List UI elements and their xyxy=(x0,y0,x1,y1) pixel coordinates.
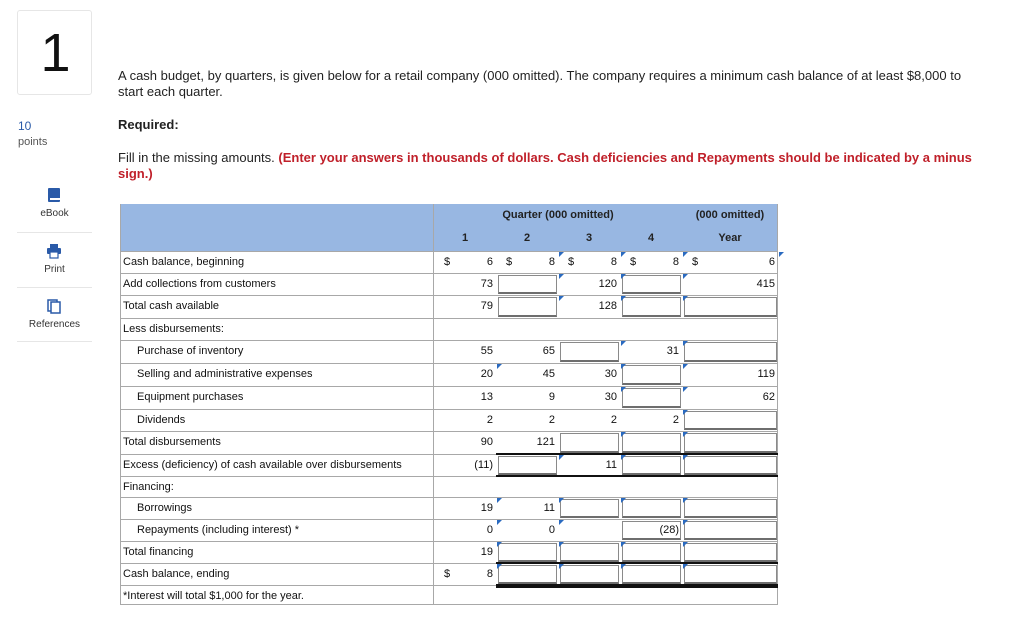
column-divider xyxy=(120,204,121,605)
input-repayments-col5[interactable] xyxy=(684,521,777,540)
total-rule xyxy=(496,453,778,455)
row-divider xyxy=(120,273,778,274)
answer-marker xyxy=(559,520,564,525)
footnote: *Interest will total $1,000 for the year. xyxy=(123,590,304,602)
header-label-area xyxy=(120,204,433,251)
value-equipment-col1: 13 xyxy=(480,391,493,403)
input-purchase-col5[interactable] xyxy=(684,342,777,362)
answer-marker xyxy=(683,410,688,415)
row-label-repayments: Repayments (including interest) * xyxy=(137,524,300,536)
value-purchase-col2: 65 xyxy=(542,345,555,357)
value-equipment-col5: 62 xyxy=(762,391,775,403)
value-borrowings-col1: 19 xyxy=(480,502,493,514)
problem-statement: A cash budget, by quarters, is given below for a retail company (000 omitted). The company requires a minimum cash balance of at least $8,000 to start each quarter. xyxy=(118,68,962,99)
row-divider xyxy=(120,386,778,387)
row-label-purchase: Purchase of inventory xyxy=(137,345,244,357)
input-total-fin-col2[interactable] xyxy=(498,543,557,562)
row-label-dividends: Dividends xyxy=(137,414,186,426)
value-equipment-col2: 9 xyxy=(548,391,555,403)
input-cash-end-col3[interactable] xyxy=(560,565,619,584)
value-total-fin-col1: 19 xyxy=(480,546,493,558)
input-total-disb-col3[interactable] xyxy=(560,433,619,453)
column-header-q3: 3 xyxy=(585,232,593,244)
total-rule xyxy=(496,586,778,588)
references-button[interactable] xyxy=(17,287,92,342)
instructions xyxy=(118,150,978,182)
row-label-cash-begin: Cash balance, beginning xyxy=(123,256,245,268)
answer-marker xyxy=(683,296,688,301)
value-dividends-col4: 2 xyxy=(672,414,679,426)
points-value: 10 xyxy=(18,119,32,133)
value-total-disb-col2: 121 xyxy=(536,436,555,448)
input-equipment-col4[interactable] xyxy=(622,388,681,408)
row-label-financing: Financing: xyxy=(123,481,174,493)
answer-marker xyxy=(621,296,626,301)
value-collections-col5: 415 xyxy=(756,278,775,290)
input-excess-col2[interactable] xyxy=(498,456,557,475)
answer-marker xyxy=(559,274,564,279)
input-excess-col5[interactable] xyxy=(684,456,777,475)
value-collections-col1: 73 xyxy=(480,278,493,290)
value-equipment-col3: 30 xyxy=(604,391,617,403)
row-divider xyxy=(120,295,778,296)
input-borrowings-col5[interactable] xyxy=(684,499,777,518)
answer-marker xyxy=(683,387,688,392)
points-label: points xyxy=(18,136,48,148)
column-header-q4: 4 xyxy=(647,232,655,244)
answer-marker xyxy=(497,564,502,569)
printer-icon xyxy=(46,243,62,259)
value-cash-begin-col3: 8 xyxy=(610,256,617,268)
input-total-disb-col5[interactable] xyxy=(684,433,777,453)
total-rule xyxy=(496,475,778,477)
row-label-borrowings: Borrowings xyxy=(137,502,193,514)
row-divider xyxy=(120,541,778,542)
header-quarter: Quarter (000 omitted) xyxy=(502,209,614,221)
question-number-box xyxy=(17,10,92,95)
answer-marker xyxy=(497,498,502,503)
row-divider xyxy=(120,340,778,341)
answer-marker xyxy=(621,341,626,346)
book-icon xyxy=(46,187,62,203)
question-number: 1 xyxy=(40,23,71,83)
value-repayments-col1: 0 xyxy=(486,524,493,536)
value-dividends-col3: 2 xyxy=(610,414,617,426)
column-header-q1: 1 xyxy=(461,232,469,244)
dollar-sign-begin-col2: $ xyxy=(506,256,513,268)
answer-marker xyxy=(559,455,564,460)
dollar-sign-begin-col3: $ xyxy=(568,256,575,268)
row-divider xyxy=(120,604,778,605)
input-cash-end-col5[interactable] xyxy=(684,565,777,584)
value-excess-col3: 11 xyxy=(605,459,617,471)
answer-marker xyxy=(497,520,502,525)
row-divider xyxy=(120,409,778,410)
answer-marker xyxy=(683,274,688,279)
row-divider xyxy=(120,497,778,498)
value-cash-begin-col4: 8 xyxy=(672,256,679,268)
row-label-less-disb: Less disbursements: xyxy=(123,323,224,335)
answer-marker xyxy=(621,274,626,279)
value-sga-col3: 30 xyxy=(604,368,617,380)
input-purchase-col3[interactable] xyxy=(560,342,619,362)
answer-marker xyxy=(683,341,688,346)
input-cash-end-col4[interactable] xyxy=(622,565,681,584)
answer-marker xyxy=(683,432,688,437)
print-button[interactable] xyxy=(17,232,92,287)
answer-marker xyxy=(621,542,626,547)
answer-marker xyxy=(621,564,626,569)
answer-marker xyxy=(497,364,502,369)
references-icon xyxy=(46,298,62,314)
value-total-disb-col1: 90 xyxy=(480,436,493,448)
value-cash-begin-col5: 6 xyxy=(768,256,775,268)
value-total-available-col3: 128 xyxy=(598,300,617,312)
dollar-sign-begin-col1: $ xyxy=(444,256,451,268)
row-divider xyxy=(120,318,778,319)
input-total-available-col4[interactable] xyxy=(622,297,681,317)
answer-marker xyxy=(621,364,626,369)
input-total-fin-col3[interactable] xyxy=(560,543,619,562)
value-total-available-col1: 79 xyxy=(480,300,493,312)
column-header-q2: 2 xyxy=(523,232,531,244)
row-divider xyxy=(120,363,778,364)
answer-marker xyxy=(559,296,564,301)
value-sga-col5: 119 xyxy=(757,368,775,380)
row-label-total-available: Total cash available xyxy=(123,300,220,312)
total-rule xyxy=(496,562,778,564)
instructions-red: (Enter your answers in thousands of dollars. Cash deficiencies and Repayments should be indicated by a minus sign.) xyxy=(118,150,972,181)
answer-marker xyxy=(683,252,688,257)
header-year-top: (000 omitted) xyxy=(695,209,765,221)
value-collections-col3: 120 xyxy=(598,278,617,290)
value-cash-end-col1: 8 xyxy=(486,568,493,580)
row-divider xyxy=(120,431,778,432)
row-divider xyxy=(120,251,778,252)
answer-marker xyxy=(683,564,688,569)
row-label-equipment: Equipment purchases xyxy=(137,391,244,403)
value-dividends-col2: 2 xyxy=(548,414,555,426)
value-excess-col1: (11) xyxy=(474,459,493,471)
answer-marker xyxy=(621,498,626,503)
answer-marker xyxy=(497,542,502,547)
input-borrowings-col4[interactable] xyxy=(622,499,681,518)
row-divider xyxy=(120,519,778,520)
value-sga-col2: 45 xyxy=(542,368,555,380)
value-purchase-col4: 31 xyxy=(666,345,679,357)
dollar-sign-begin-col5: $ xyxy=(692,256,699,268)
dollar-sign-begin-col4: $ xyxy=(630,256,637,268)
answer-marker xyxy=(683,542,688,547)
input-collections-col2[interactable] xyxy=(498,275,557,294)
ebook-label: eBook xyxy=(40,208,69,219)
row-label-cash-end: Cash balance, ending xyxy=(123,568,230,580)
dollar-sign-end-col1: $ xyxy=(444,568,451,580)
input-total-available-col5[interactable] xyxy=(684,297,777,317)
required-heading: Required: xyxy=(118,117,179,132)
answer-marker xyxy=(779,252,784,257)
answer-marker xyxy=(621,252,626,257)
input-total-available-col2[interactable] xyxy=(498,297,557,317)
input-cash-end-col2[interactable] xyxy=(498,565,557,584)
input-total-fin-col4[interactable] xyxy=(622,543,681,562)
row-label-sga: Selling and administrative expenses xyxy=(137,368,313,380)
input-dividends-col5[interactable] xyxy=(684,411,777,430)
cash-budget-table xyxy=(120,204,778,604)
references-label: References xyxy=(28,319,81,330)
value-cash-begin-col2: 8 xyxy=(548,256,555,268)
value-borrowings-col2: 11 xyxy=(543,502,555,514)
answer-marker xyxy=(621,387,626,392)
input-collections-col4[interactable] xyxy=(622,275,681,294)
value-repayments-col2: 0 xyxy=(548,524,555,536)
answer-marker xyxy=(683,364,688,369)
value-sga-col1: 20 xyxy=(480,368,493,380)
input-excess-col4[interactable] xyxy=(622,456,681,475)
value-cash-begin-col1: 6 xyxy=(486,256,493,268)
input-total-disb-col4[interactable] xyxy=(622,433,681,453)
input-total-fin-col5[interactable] xyxy=(684,543,777,562)
answer-marker xyxy=(683,455,688,460)
row-label-collections: Add collections from customers xyxy=(123,278,276,290)
value-dividends-col1: 2 xyxy=(486,414,493,426)
column-header-year: Year xyxy=(718,232,742,244)
answer-marker xyxy=(621,432,626,437)
answer-marker xyxy=(559,542,564,547)
answer-marker xyxy=(621,455,626,460)
input-sga-col4[interactable] xyxy=(622,365,681,385)
row-label-excess: Excess (deficiency) of cash available over disbursements xyxy=(123,459,402,471)
value-repayments-col4: (28) xyxy=(659,524,679,536)
answer-marker xyxy=(559,252,564,257)
row-label-total-disb: Total disbursements xyxy=(123,436,221,448)
input-borrowings-col3[interactable] xyxy=(560,499,619,518)
value-purchase-col1: 55 xyxy=(480,345,493,357)
row-label-total-fin: Total financing xyxy=(123,546,194,558)
print-label: Print xyxy=(44,264,65,275)
answer-marker xyxy=(559,498,564,503)
ebook-button[interactable] xyxy=(17,177,92,232)
instructions-plain: Fill in the missing amounts. xyxy=(118,150,275,165)
answer-marker xyxy=(683,520,688,525)
answer-marker xyxy=(683,498,688,503)
answer-marker xyxy=(559,564,564,569)
